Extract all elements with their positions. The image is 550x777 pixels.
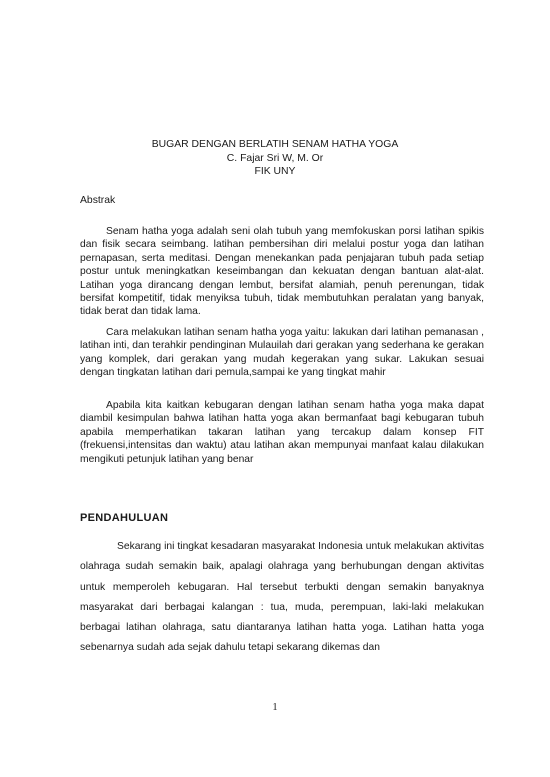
paper-author: C. Fajar Sri W, M. Or <box>226 152 324 164</box>
abstract-paragraph-1: Senam hatha yoga adalah seni olah tubuh yang memfokuskan porsi latihan spikis dan fisik secara seimbang. latihan pembersihan diri melalui postur yoga dan latihan pernapasan, serta meditasi. Dengan menekankan pada penjajaran tubuh pada setiap postur untuk meningkatkan keseimbangan dan kekuatan dengan bantuan alat-alat. Latihan yoga dirancang dengan lembut, bersifat alamiah, penuh perenungan, tidak bersifat kompetitif, tidak menyiksa tubuh, tidak membutuhkan peralatan yang banyak, tidak berat dan tidak lama. <box>80 226 484 318</box>
abstract-paragraph-3: Apabila kita kaitkan kebugaran dengan latihan senam hatha yoga maka dapat diambil kesimpulan bahwa latihan hatta yoga akan bermanfaat bagi kebugaran tubuh apabila memperhatikan takaran latihan yang tercakup dalam konsep FIT (frekuensi,intensitas dan waktu) atau latihan akan mempunyai manfaat kalau dilakukan mengikuti petunjuk latihan yang benar <box>80 400 484 465</box>
page-number: 1 <box>272 702 278 713</box>
paper-header <box>0 138 550 179</box>
section-heading-introduction: PENDAHULUAN <box>80 512 169 524</box>
introduction-paragraph: Sekarang ini tingkat kesadaran masyarakat Indonesia untuk melakukan aktivitas olahraga sudah semakin baik, apalagi olahraga yang berhubungan dengan aktivitas untuk memperoleh kebugaran. Hal tersebut terbukti dengan semakin banyaknya masyarakat dari berbagai kalangan : tua, muda, perempuan, laki-laki melakukan berbagai latihan olahraga, satu diantaranya latihan hatta yoga. Latihan hatta yoga sebenarnya sudah ada sejak dahulu tetapi sekarang dikemas dan <box>80 541 484 654</box>
abstract-heading: Abstrak <box>80 195 116 206</box>
paper-affiliation: FIK UNY <box>254 166 296 177</box>
abstract-paragraph-2: Cara melakukan latihan senam hatha yoga yaitu: lakukan dari latihan pemanasan , latihan inti, dan terahkir pendinginan Mulauilah dari gerakan yang sederhana ke gerakan yang komplek, dari gerakan yang mudah kegerakan yang sukar. Lakukan sesuai dengan tingkatan latihan dari pemula,sampai ke yang tingkat mahir <box>80 327 484 379</box>
paper-title: BUGAR DENGAN BERLATIH SENAM HATHA YOGA <box>151 139 399 150</box>
